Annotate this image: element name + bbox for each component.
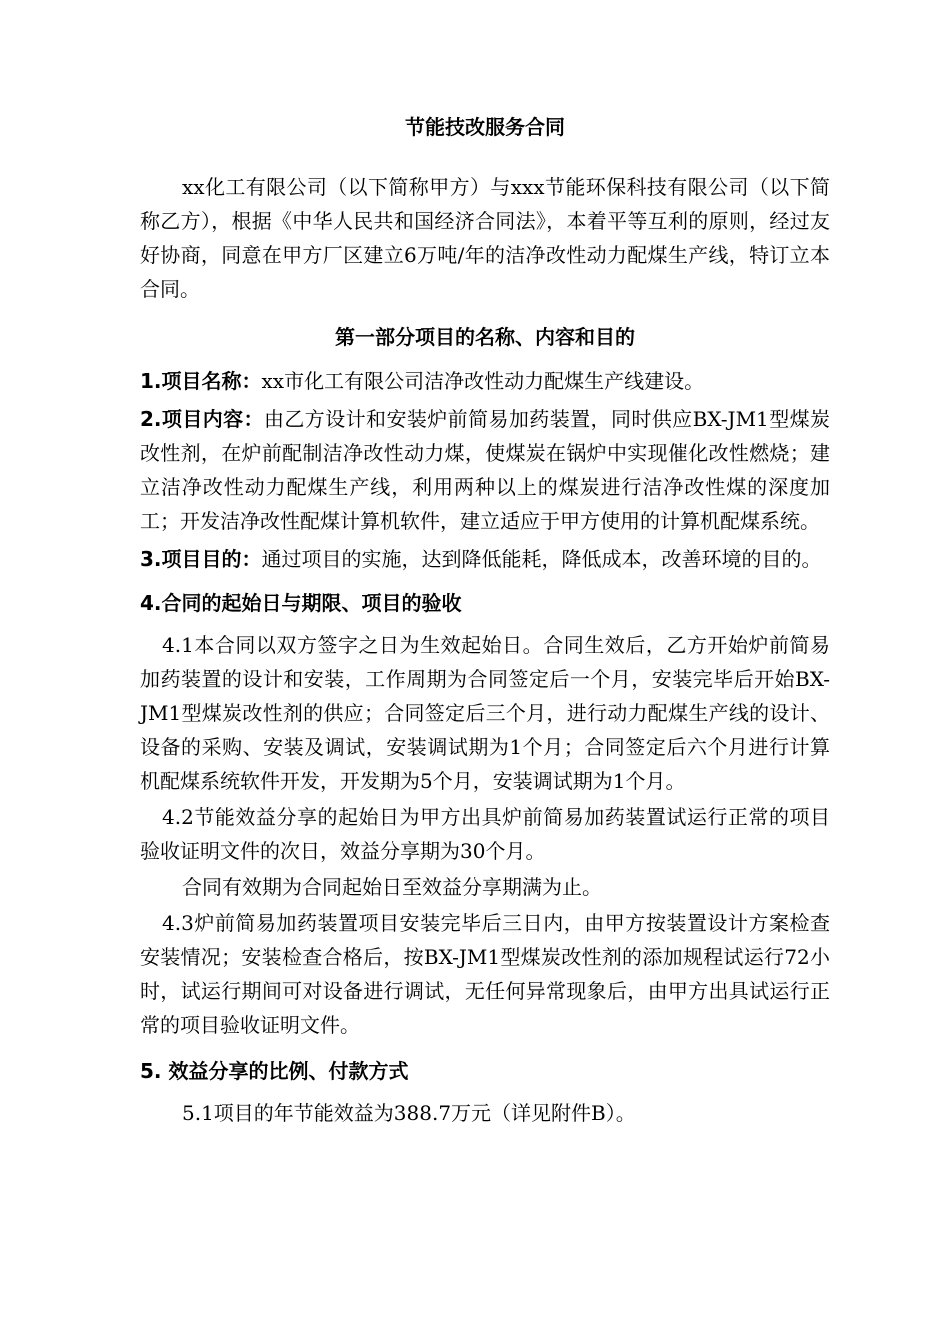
item-project-purpose-label: 3.项目目的： — [140, 547, 262, 571]
item-project-content-label: 2.项目内容： — [140, 407, 264, 431]
part1-heading: 第一部分项目的名称、内容和目的 — [335, 325, 635, 349]
item-project-name — [140, 364, 830, 398]
document-title: 节能技改服务合同 — [405, 115, 565, 139]
section4-heading: 4.合同的起始日与期限、项目的验收 — [140, 591, 462, 615]
item-project-purpose — [140, 542, 830, 576]
clause-5-1: 5.1项目的年节能效益为388.7万元（详见附件B）。 — [182, 1101, 636, 1125]
clause-4-1: 4.1本合同以双方签字之日为生效起始日。合同生效后，乙方开始炉前简易加药装置的设计和安装，工作周期为合同签定后一个月，安装完毕后开始BX-JM1型煤炭改性剂的供应；合同签定后三个月，进行动力配煤生产线的设计、设备的采购、安装及调试，安装调试期为1个月；合同签定后六个月进行计算机配煤系统软件开发，开发期为5个月，安装调试期为1个月。 — [140, 633, 830, 793]
section5-heading: 5. 效益分享的比例、付款方式 — [140, 1059, 409, 1083]
item-project-content — [140, 402, 830, 538]
intro-paragraph: xx化工有限公司（以下简称甲方）与xxx节能环保科技有限公司（以下简称乙方），根据《中华人民共和国经济合同法》，本着平等互利的原则，经过友好协商，同意在甲方厂区建立6万吨/年的洁净改性动力配煤生产线，特订立本合同。 — [140, 175, 830, 301]
item-project-name-text: xx市化工有限公司洁净改性动力配煤生产线建设。 — [261, 369, 705, 393]
item-project-content-text: 由乙方设计和安装炉前简易加药装置，同时供应BX-JM1型煤炭改性剂，在炉前配制洁净改性动力煤，使煤炭在锅炉中实现催化改性燃烧；建立洁净改性动力配煤生产线，利用两种以上的煤炭进行洁净改性煤的深度加工；开发洁净改性配煤计算机软件，建立适应于甲方使用的计算机配煤系统。 — [140, 407, 831, 533]
clause-4-2: 4.2节能效益分享的起始日为甲方出具炉前简易加药装置试运行正常的项目验收证明文件的次日，效益分享期为30个月。 — [140, 805, 830, 863]
clause-4-3: 4.3炉前简易加药装置项目安装完毕后三日内，由甲方按装置设计方案检查安装情况；安装检查合格后，按BX-JM1型煤炭改性剂的添加规程试运行72小时，试运行期间可对设备进行调试，无任何异常现象后，由甲方出具试运行正常的项目验收证明文件。 — [140, 911, 830, 1037]
item-project-name-label: 1.项目名称： — [140, 369, 262, 393]
contract-page — [140, 112, 830, 1132]
clause-4-2-validity: 合同有效期为合同起始日至效益分享期满为止。 — [182, 875, 602, 899]
item-project-purpose-text: 通过项目的实施，达到降低能耗，降低成本，改善环境的目的。 — [261, 547, 822, 571]
